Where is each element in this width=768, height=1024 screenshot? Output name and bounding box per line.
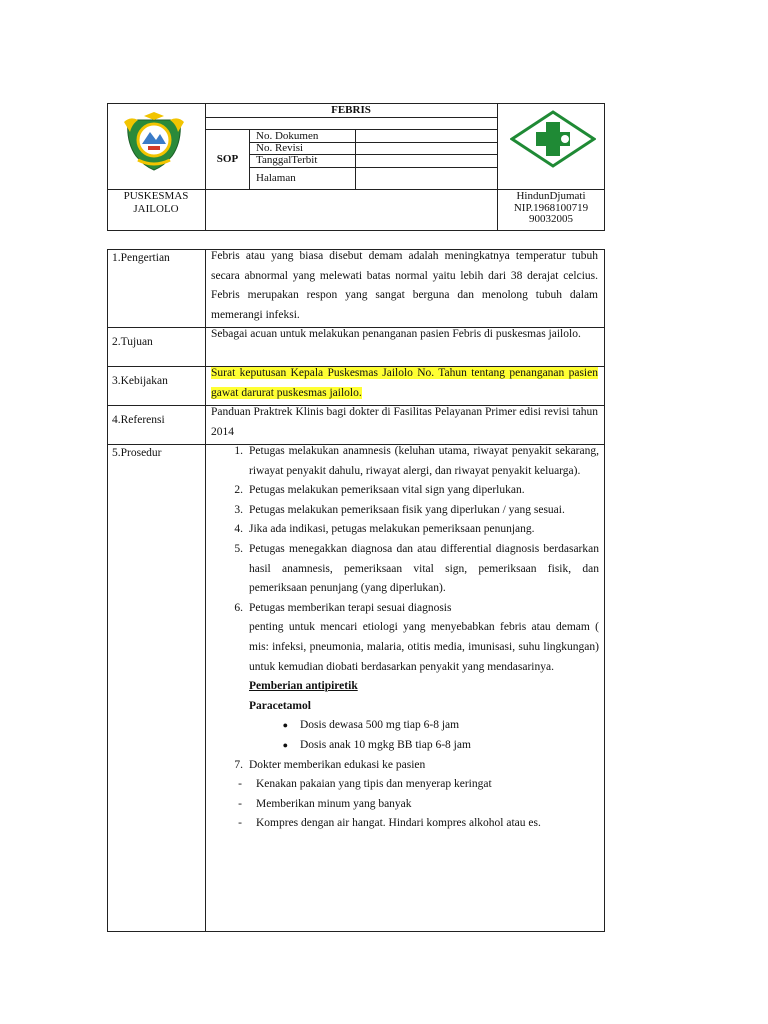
- education-item: - Kompres dengan air hangat. Hindari kompres alkohol atau es.: [206, 814, 599, 834]
- dash-icon: -: [238, 778, 242, 791]
- procedure-step6-detail: penting untuk mencari etiologi yang menyebabkan febris atau demam ( mis: infeksi, pneumonia, malaria, otitis media, imunisasi, suhu lingkungan) untuk kemudian diobati berdasarkan penyakit yang mendasarinya.: [249, 621, 599, 673]
- education-item: - Memberikan minum yang banyak: [206, 795, 599, 815]
- docfield-divider: [355, 129, 356, 189]
- text-pengertian: Febris atau yang biasa disebut demam adalah meningkatnya temperatur tubuh secara abnormal yang melewati batas normal yaitu lebih dari 38 derajat celcius. Febris merupakan respon yang sangat berguna dan menolong tubuh dalam memerangi infeksi.: [211, 250, 598, 321]
- procedure-step: 5. Petugas menegakkan diagnosa dan atau differential diagnosis berdasarkan hasil anamnesis, pemeriksaan vital sign, pemeriksaan fisik, dan pemeriksaan penunjang (yang diperlukan).: [234, 542, 599, 595]
- org-name-line2: JAILOLO: [133, 203, 179, 215]
- doc-field-revisi: No. Revisi: [256, 142, 304, 154]
- title-row-line: [205, 117, 497, 118]
- label-pengertian: 1.Pengertian: [112, 252, 170, 264]
- education-item: - Kenakan pakaian yang tipis dan menyerap keringat: [206, 775, 599, 795]
- dose-item: ● Dosis anak 10 mgkg BB tiap 6-8 jam: [206, 736, 599, 756]
- docfield-line-3: [249, 167, 497, 168]
- procedure-step: 2. Petugas melakukan pemeriksaan vital sign yang diperlukan.: [234, 484, 525, 497]
- document-title: FEBRIS: [331, 104, 371, 116]
- prosedur-content: [206, 442, 599, 834]
- label-referensi: 4.Referensi: [112, 414, 165, 426]
- org-name-line1: PUSKESMAS: [123, 190, 189, 202]
- doc-field-nomor: No. Dokumen: [256, 130, 319, 142]
- signer-nip-line2: 90032005: [529, 213, 573, 225]
- doc-field-halaman: Halaman: [256, 172, 296, 184]
- text-referensi: Panduan Praktrek Klinis bagi dokter di Fasilitas Pelayanan Primer edisi revisi tahun 2014: [211, 406, 598, 438]
- procedure-step: 4. Jika ada indikasi, petugas melakukan pemeriksaan penunjang.: [234, 523, 535, 536]
- sop-label: SOP: [216, 153, 239, 165]
- procedure-step: 7. Dokter memberikan edukasi ke pasien: [234, 758, 426, 771]
- dash-icon: -: [238, 817, 242, 830]
- text-kebijakan: [206, 364, 604, 403]
- procedure-step: 1. Petugas melakukan anamnesis (keluhan utama, riwayat penyakit sekarang, riwayat penyakit dahulu, riwayat alergi, dan riwayat penyakit keluarga).: [234, 445, 599, 477]
- label-kebijakan: 3.Kebijakan: [112, 375, 168, 387]
- health-cross-logo: [510, 110, 596, 168]
- bullet-icon: ●: [282, 739, 288, 750]
- label-prosedur: 5.Prosedur: [112, 447, 162, 459]
- signer-nip-line1: NIP.1968100719: [513, 202, 589, 214]
- drug-name: Paracetamol: [249, 699, 311, 712]
- bullet-icon: ●: [282, 720, 288, 731]
- signer-name: HindunDjumati: [516, 190, 586, 202]
- header-divider-left: [205, 103, 206, 231]
- procedure-step: 3. Petugas melakukan pemeriksaan fisik yang diperlukan / yang sesuai.: [234, 503, 565, 516]
- dash-icon: -: [238, 797, 242, 810]
- kebijakan-highlight: Surat keputusan Kepala Puskesmas Jailolo No. Tahun tentang penanganan pasien gawat darurat puskesmas jailolo.: [211, 367, 598, 399]
- dose-item: ● Dosis dewasa 500 mg tiap 6-8 jam: [206, 716, 599, 736]
- label-tujuan: 2.Tujuan: [112, 336, 153, 348]
- text-tujuan: Sebagai acuan untuk melakukan penanganan pasien Febris di puskesmas jailolo.: [211, 328, 581, 340]
- regency-emblem-logo: [122, 112, 186, 174]
- procedure-step: 6. Petugas memberikan terapi sesuai diagnosis: [234, 601, 452, 614]
- sop-divider: [249, 129, 250, 189]
- antipiretik-heading: Pemberian antipiretik: [249, 680, 358, 693]
- doc-field-tanggal: TanggalTerbit: [256, 154, 318, 166]
